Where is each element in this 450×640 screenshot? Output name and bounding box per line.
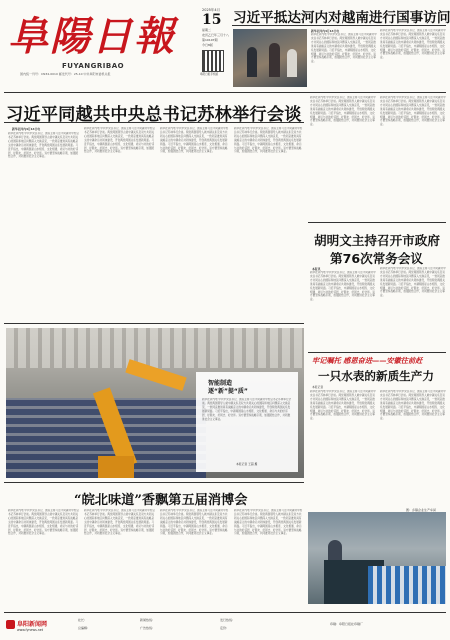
masthead-bottom-rule: [4, 92, 446, 93]
qr-code-icon: [202, 50, 224, 72]
right-story-headline-2: 第76次常务会议: [330, 251, 424, 266]
bottom-story-col-4: 新华社河内电 中共中央总书记、国家主席习近平同越共中央总书记苏林举行会谈。两党两国领导人就中越关系及双方共同关心的国际和地区问题深入交换意见，一致同意推进具有战略意义的中越命运共同体建设，开创两党两国关系发展新局面。习近平指出，中越两国是山水相连、文化相通、命运与共的好邻居、好朋友、好同志、好伙伴。双方要坚持战略引领，加强团结合作，共同推进社会主义事业。: [234, 509, 303, 536]
footer-item-ad-hotline: 广告热线：: [140, 626, 156, 630]
masthead-logo: [6, 12, 196, 58]
lead-story-col-4: 新华社河内电 中共中央总书记、国家主席习近平同越共中央总书记苏林举行会谈。两党两国领导人就中越关系及双方共同关心的国际和地区问题深入交换意见，一致同意推进具有战略意义的中越命运共同体建设，开创两党两国关系发展新局面。习近平指出，中越两国是山水相连、文化相通、命运与共的好邻居、好朋友、好同志、好伙伴。双方要坚持战略引领，加强团结合作，共同推进社会主义事业。: [234, 127, 303, 154]
masthead-cn-line: 国内统一刊号：CN34-0010 邮发代号：25-10 中共阜阳市委机关报: [20, 72, 111, 76]
masthead-pinyin: FUYANGRIBAO: [62, 62, 125, 70]
feature-top-rule: [308, 352, 446, 353]
feature-caption: 图：乡镇企业生产车间: [406, 508, 437, 512]
feature-col-1: 新华社河内电 中共中央总书记、国家主席习近平同越共中央总书记苏林举行会谈。两党两国领导人就中越关系及双方共同关心的国际和地区问题深入交换意见，一致同意推进具有战略意义的中越命运共同体建设，开创两党两国关系发展新局面。习近平指出，中越两国是山水相连、文化相通、命运与共的好邻居、好朋友、好同志、好伙伴。双方要坚持战略引领，加强团结合作，共同推进社会主义事业。: [310, 390, 376, 421]
photo-caption-subtitle: 逐“新”提“质”: [208, 388, 248, 395]
logo-calligraphy-icon: [6, 12, 196, 58]
feature-photo: [308, 512, 446, 604]
footer-item-publisher: 社长：: [78, 618, 88, 622]
right-story-dateline: 本报讯: [312, 267, 321, 271]
lead-story-headline: 习近平同越共中央总书记苏林举行会谈: [6, 105, 302, 125]
feature-byline: 本报记者: [312, 385, 324, 389]
photo-caption-body: 新华社河内电 中共中央总书记、国家主席习近平同越共中央总书记苏林举行会谈。两党两国领导人就中越关系及双方共同关心的国际和地区问题深入交换意见，一致同意推进具有战略意义的中越命运共同体建设，开创两党两国关系发展新局面。习近平指出，中越两国是山水相连、文化相通、命运与共的好邻居、好朋友、好同志、好伙伴。双方要坚持战略引领，加强团结合作，共同推进社会主义事业。: [202, 398, 292, 421]
feature-kicker: 牢记嘱托 感恩奋进——安徽往前赶: [312, 356, 423, 365]
right-story-col-1: 新华社河内电 中共中央总书记、国家主席习近平同越共中央总书记苏林举行会谈。两党两国领导人就中越关系及双方共同关心的国际和地区问题深入交换意见，一致同意推进具有战略意义的中越命运共同体建设，开创两党两国关系发展新局面。习近平指出，中越两国是山水相连、文化相通、命运与共的好邻居、好朋友、好同志、好伙伴。双方要坚持战略引领，加强团结合作，共同推进社会主义事业。: [310, 271, 376, 302]
lead-story-dateline: 新华社河内4月14日电: [12, 127, 41, 131]
lead-story-col-2: 新华社河内电 中共中央总书记、国家主席习近平同越共中央总书记苏林举行会谈。两党两国领导人就中越关系及双方共同关心的国际和地区问题深入交换意见，一致同意推进具有战略意义的中越命运共同体建设，开创两党两国关系发展新局面。习近平指出，中越两国是山水相连、文化相通、命运与共的好邻居、好朋友、好同志、好伙伴。双方要坚持战略引领，加强团结合作，共同推进社会主义事业。: [84, 127, 155, 154]
footer-item-editor: 总编辑：: [78, 626, 91, 630]
footer-logo-icon: [6, 620, 15, 629]
bottom-story-col-2: 新华社河内电 中共中央总书记、国家主席习近平同越共中央总书记苏林举行会谈。两党两国领导人就中越关系及双方共同关心的国际和地区问题深入交换意见，一致同意推进具有战略意义的中越命运共同体建设，开创两党两国关系发展新局面。习近平指出，中越两国是山水相连、文化相通、命运与共的好邻居、好朋友、好同志、好伙伴。双方要坚持战略引领，加强团结合作，共同推进社会主义事业。: [84, 509, 155, 536]
bottom-story-headline: “皖北味道”香飘第五届消博会: [74, 493, 248, 508]
qr-caption: 阜阳日报手机版: [200, 73, 219, 76]
issue-pages: 今日8版: [202, 43, 213, 47]
issue-number: 第10107期: [202, 38, 218, 42]
photo-caption-credit: 本报记者 王超 摄: [236, 462, 258, 466]
issue-lunar: 农历乙巳年三月十八: [202, 33, 230, 37]
right-story-headline-1: 胡明文主持召开市政府: [314, 233, 440, 248]
lead-story-col-6: 新华社河内电 中共中央总书记、国家主席习近平同越共中央总书记苏林举行会谈。两党两国领导人就中越关系及双方共同关心的国际和地区问题深入交换意见，一致同意推进具有战略意义的中越命运共同体建设，开创两党两国关系发展新局面。习近平指出，中越两国是山水相连、文化相通、命运与共的好邻居、好朋友、好同志、好伙伴。双方要坚持战略引领，加强团结合作，共同推进社会主义事业。: [380, 96, 446, 127]
top-story-photo: [233, 29, 307, 87]
footer-item-distribution: 发行热线：: [220, 618, 236, 622]
footer-item-printer: 印刷：阜阳日报社印刷厂: [330, 622, 364, 626]
logo-text: 阜陽日報: [8, 13, 176, 58]
top-story-rule: [232, 25, 446, 26]
photo-caption-title: 智能制造: [208, 380, 233, 387]
issue-date: 2025年4月: [202, 8, 221, 12]
footer-item-price: 定价：: [220, 626, 230, 630]
photo-caption-box: [196, 372, 298, 472]
top-story-headline: 习近平抵达河内对越南进行国事访问: [233, 10, 450, 26]
issue-day: 15: [202, 12, 222, 28]
lead-story-col-3: 新华社河内电 中共中央总书记、国家主席习近平同越共中央总书记苏林举行会谈。两党两国领导人就中越关系及双方共同关心的国际和地区问题深入交换意见，一致同意推进具有战略意义的中越命运共同体建设，开创两党两国关系发展新局面。习近平指出，中越两国是山水相连、文化相通、命运与共的好邻居、好朋友、好同志、好伙伴。双方要坚持战略引领，加强团结合作，共同推进社会主义事业。: [160, 127, 229, 154]
bottom-story-top-rule: [4, 482, 304, 483]
feature-col-2: 新华社河内电 中共中央总书记、国家主席习近平同越共中央总书记苏林举行会谈。两党两国领导人就中越关系及双方共同关心的国际和地区问题深入交换意见，一致同意推进具有战略意义的中越命运共同体建设，开创两党两国关系发展新局面。习近平指出，中越两国是山水相连、文化相通、命运与共的好邻居、好朋友、好同志、好伙伴。双方要坚持战略引领，加强团结合作，共同推进社会主义事业。: [380, 390, 446, 421]
top-story-body-1: 新华社河内电 中共中央总书记、国家主席习近平同越共中央总书记苏林举行会谈。两党两国领导人就中越关系及双方共同关心的国际和地区问题深入交换意见，一致同意推进具有战略意义的中越命运共同体建设，开创两党两国关系发展新局面。习近平指出，中越两国是山水相连、文化相通、命运与共的好邻居、好朋友、好同志、好伙伴。双方要坚持战略引领，加强团结合作，共同推进社会主义事业。: [311, 33, 377, 64]
photo-top-rule: [4, 323, 304, 324]
footer-item-news-hotline: 新闻热线：: [140, 618, 156, 622]
top-story-body-2: 新华社河内电 中共中央总书记、国家主席习近平同越共中央总书记苏林举行会谈。两党两国领导人就中越关系及双方共同关心的国际和地区问题深入交换意见，一致同意推进具有战略意义的中越命运共同体建设，开创两党两国关系发展新局面。习近平指出，中越两国是山水相连、文化相通、命运与共的好邻居、好朋友、好同志、好伙伴。双方要坚持战略引领，加强团结合作，共同推进社会主义事业。: [380, 29, 446, 60]
lead-story-col-1: 新华社河内电 中共中央总书记、国家主席习近平同越共中央总书记苏林举行会谈。两党两国领导人就中越关系及双方共同关心的国际和地区问题深入交换意见，一致同意推进具有战略意义的中越命运共同体建设，开创两党两国关系发展新局面。习近平指出，中越两国是山水相连、文化相通、命运与共的好邻居、好朋友、好同志、好伙伴。双方要坚持战略引领，加强团结合作，共同推进社会主义事业。: [8, 132, 79, 159]
footer-site-url[interactable]: www.fynews.net: [17, 628, 43, 632]
right-story-top-rule: [308, 222, 446, 223]
lead-story-rule: [4, 122, 304, 123]
right-story-col-2: 新华社河内电 中共中央总书记、国家主席习近平同越共中央总书记苏林举行会谈。两党两国领导人就中越关系及双方共同关心的国际和地区问题深入交换意见，一致同意推进具有战略意义的中越命运共同体建设，开创两党两国关系发展新局面。习近平指出，中越两国是山水相连、文化相通、命运与共的好邻居、好朋友、好同志、好伙伴。双方要坚持战略引领，加强团结合作，共同推进社会主义事业。: [380, 267, 446, 298]
footer-rule: [4, 612, 446, 613]
bottom-story-col-1: 新华社河内电 中共中央总书记、国家主席习近平同越共中央总书记苏林举行会谈。两党两国领导人就中越关系及双方共同关心的国际和地区问题深入交换意见，一致同意推进具有战略意义的中越命运共同体建设，开创两党两国关系发展新局面。习近平指出，中越两国是山水相连、文化相通、命运与共的好邻居、好朋友、好同志、好伙伴。双方要坚持战略引领，加强团结合作，共同推进社会主义事业。: [8, 509, 79, 536]
issue-weekday: 星期二: [202, 28, 212, 32]
feature-headline: 一只水表的新质生产力: [318, 369, 434, 383]
lead-story-col-5: 新华社河内电 中共中央总书记、国家主席习近平同越共中央总书记苏林举行会谈。两党两国领导人就中越关系及双方共同关心的国际和地区问题深入交换意见，一致同意推进具有战略意义的中越命运共同体建设，开创两党两国关系发展新局面。习近平指出，中越两国是山水相连、文化相通、命运与共的好邻居、好朋友、好同志、好伙伴。双方要坚持战略引领，加强团结合作，共同推进社会主义事业。: [310, 96, 376, 127]
top-story-dateline: 新华社河内4月14日电: [311, 29, 340, 33]
footer-site-label: 阜阳新闻网: [17, 621, 48, 628]
bottom-story-col-3: 新华社河内电 中共中央总书记、国家主席习近平同越共中央总书记苏林举行会谈。两党两国领导人就中越关系及双方共同关心的国际和地区问题深入交换意见，一致同意推进具有战略意义的中越命运共同体建设，开创两党两国关系发展新局面。习近平指出，中越两国是山水相连、文化相通、命运与共的好邻居、好朋友、好同志、好伙伴。双方要坚持战略引领，加强团结合作，共同推进社会主义事业。: [160, 509, 229, 536]
